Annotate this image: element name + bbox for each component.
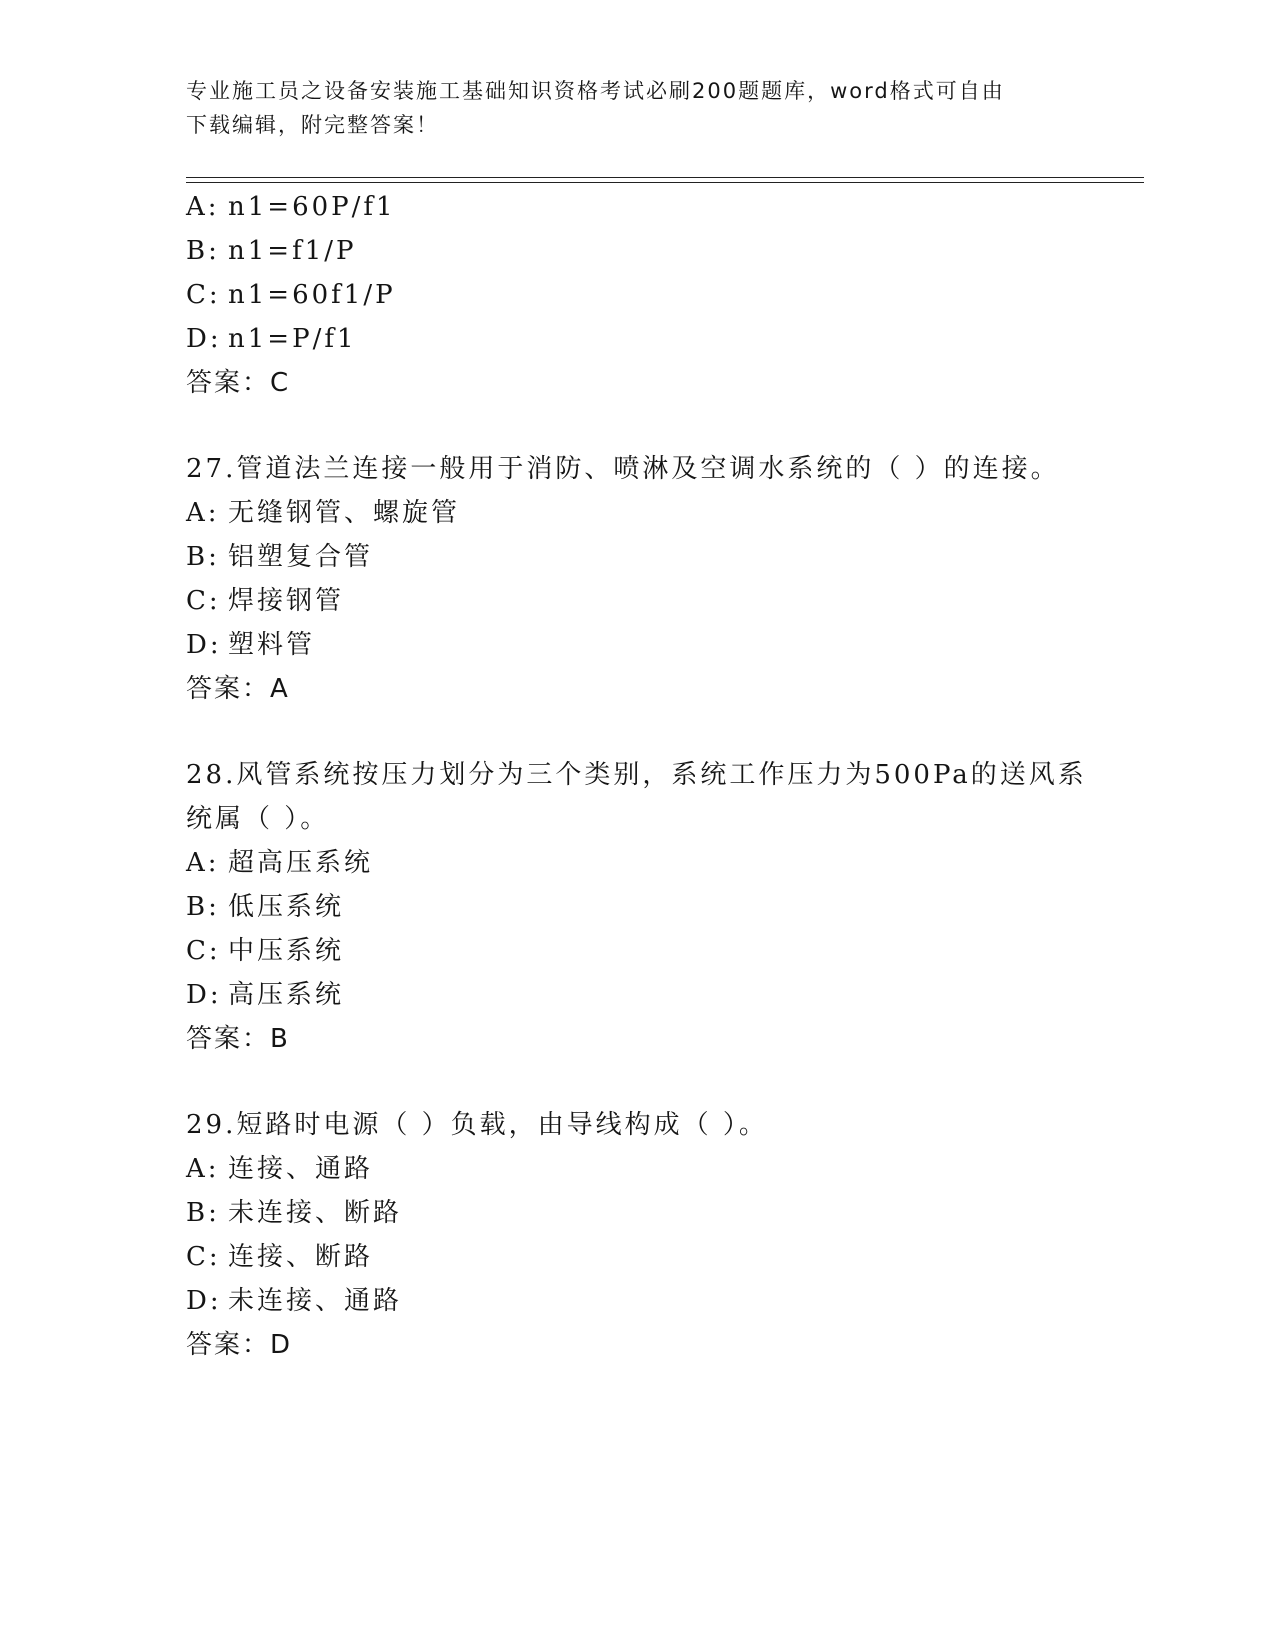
q29-answer: 答案：D	[186, 1330, 293, 1360]
header-divider-top	[186, 177, 1144, 178]
q28-option-c: C: 中压系统	[186, 936, 345, 966]
q26-option-a: A: n1=60P/f1	[186, 192, 396, 222]
q27-option-c: C: 焊接钢管	[186, 586, 345, 616]
q28-option-d: D: 高压系统	[186, 980, 345, 1010]
q27-option-d: D: 塑料管	[186, 630, 316, 660]
q29-option-a: A: 连接、通路	[186, 1154, 374, 1184]
q28-option-a: A: 超高压系统	[186, 848, 374, 878]
q28-option-b: B: 低压系统	[186, 892, 345, 922]
q26-option-b: B: n1=f1/P	[186, 236, 357, 266]
header-title-line-1: 专业施工员之设备安装施工基础知识资格考试必刷200题题库，word格式可自由	[186, 79, 1005, 103]
header-title-line-2: 下载编辑，附完整答案！	[186, 113, 439, 137]
q28-stem-line-2: 统属（ ）。	[186, 804, 330, 834]
q27-answer: 答案：A	[186, 674, 290, 704]
q26-answer: 答案：C	[186, 368, 291, 398]
header-divider-bottom	[186, 182, 1144, 183]
q29-option-d: D: 未连接、通路	[186, 1286, 403, 1316]
q29-stem: 29.短路时电源（ ）负载，由导线构成（ ）。	[186, 1110, 768, 1140]
q27-option-a: A: 无缝钢管、螺旋管	[186, 498, 461, 528]
q29-option-c: C: 连接、断路	[186, 1242, 374, 1272]
q28-stem-line-1: 28.风管系统按压力划分为三个类别，系统工作压力为500Pa的送风系	[186, 760, 1087, 790]
q28-answer: 答案：B	[186, 1024, 290, 1054]
q27-stem: 27.管道法兰连接一般用于消防、喷淋及空调水系统的（ ）的连接。	[186, 454, 1060, 484]
q26-option-d: D: n1=P/f1	[186, 324, 357, 354]
q29-option-b: B: 未连接、断路	[186, 1198, 403, 1228]
q27-option-b: B: 铝塑复合管	[186, 542, 374, 572]
document-header	[186, 74, 1086, 142]
q26-option-c: C: n1=60f1/P	[186, 280, 396, 310]
